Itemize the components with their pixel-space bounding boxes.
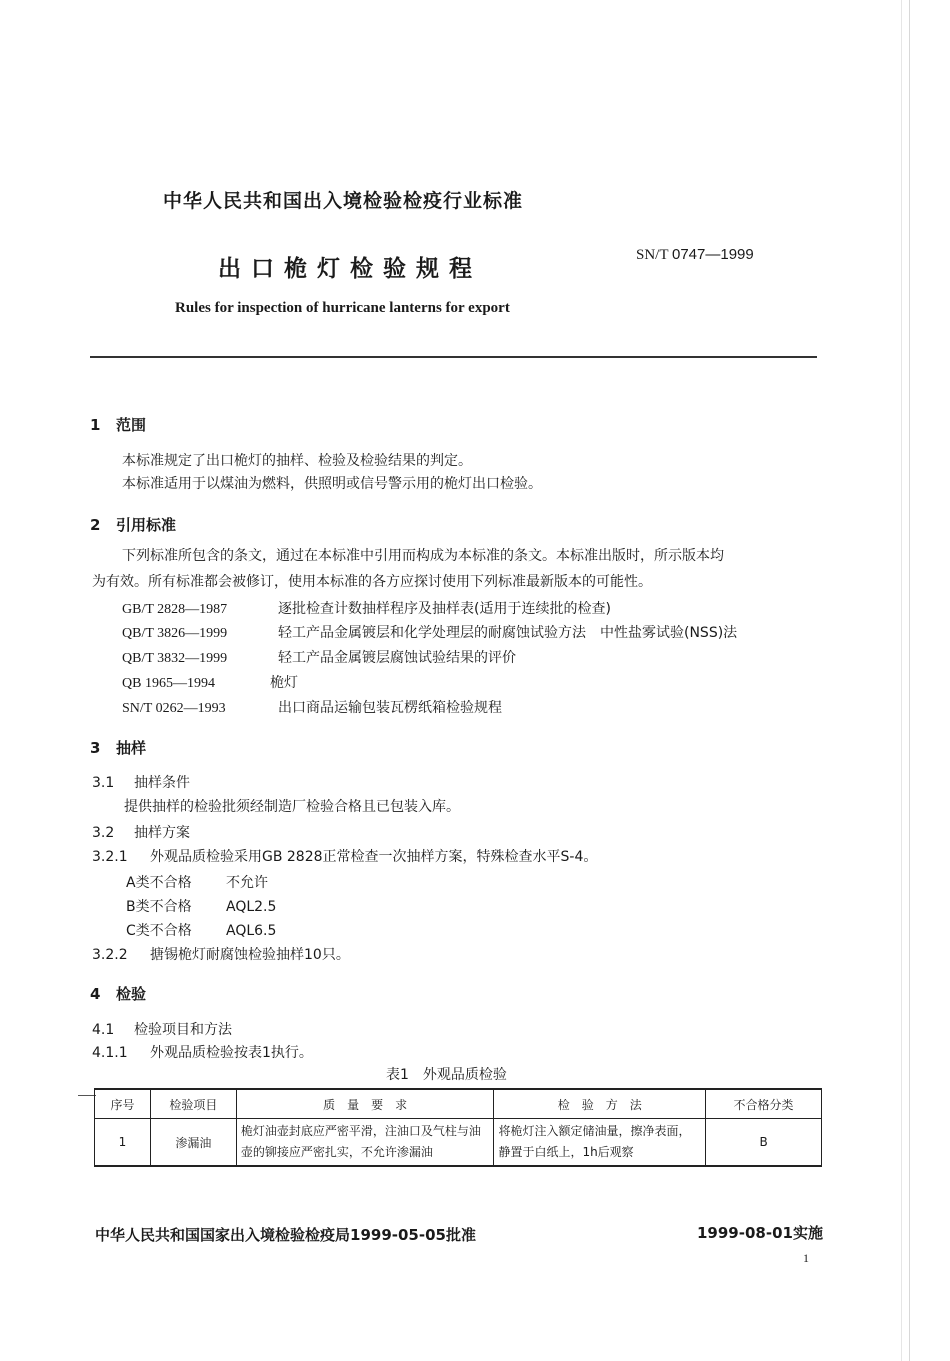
reference-item — [122, 697, 502, 717]
reference-item — [122, 622, 737, 642]
section-2-intro: 下列标准所包含的条文，通过在本标准中引用而构成为本标准的条文。本标准出版时，所示版本均 — [122, 548, 724, 564]
subsection-4-1-heading: 4.1 检验项目和方法 — [92, 1022, 232, 1038]
table-cell-requirement: 桅灯油壶封底应严密平滑，注油口及气柱与油壶的铆接应严密扎实，不允许渗漏油 — [236, 1119, 494, 1167]
reference-code: QB/T 3832—1999 — [122, 651, 228, 666]
reference-item — [122, 647, 516, 667]
reference-item — [122, 598, 611, 618]
table-cell-class: B — [706, 1119, 822, 1167]
subsection-3-2-heading: 3.2 抽样方案 — [92, 825, 190, 841]
english-title: Rules for inspection of hurricane lanterns for export — [175, 300, 510, 316]
class-label: B类不合格 — [126, 899, 192, 915]
subsection-4-1-1: 4.1.1 外观品质检验按表1执行。 — [92, 1045, 313, 1061]
class-value: 不允许 — [226, 875, 268, 891]
industry-standard-heading: 中华人民共和国出入境检验检疫行业标准 — [163, 190, 524, 212]
scan-edge-line — [901, 0, 902, 1361]
document-title: 出口桅灯检验规程 — [218, 256, 482, 282]
reference-code: SN/T 0262—1993 — [122, 701, 226, 716]
subsection-3-2-2: 3.2.2 搪锡桅灯耐腐蚀检验抽样10只。 — [92, 947, 350, 963]
class-value: AQL6.5 — [226, 923, 277, 939]
section-1-paragraph: 本标准适用于以煤油为燃料，供照明或信号警示用的桅灯出口检验。 — [122, 476, 542, 492]
reference-title: 轻工产品金属镀层腐蚀试验结果的评价 — [278, 650, 516, 666]
class-value: AQL2.5 — [226, 899, 277, 915]
table-caption: 表1 外观品质检验 — [386, 1067, 507, 1083]
reference-code: QB 1965—1994 — [122, 676, 215, 691]
section-1-heading: 1 范围 — [90, 416, 147, 434]
class-label: A类不合格 — [126, 875, 192, 891]
subsection-3-1-heading: 3.1 抽样条件 — [92, 775, 190, 791]
table-cell-no: 1 — [95, 1119, 151, 1167]
nonconformity-class-row — [126, 896, 276, 916]
table-header-cell: 检 验 方 法 — [494, 1089, 706, 1119]
reference-title: 出口商品运输包装瓦楞纸箱检验规程 — [278, 700, 502, 716]
table-header-cell: 不合格分类 — [706, 1089, 822, 1119]
table-header-row — [95, 1089, 822, 1119]
table-cell-item: 渗漏油 — [150, 1119, 236, 1167]
reference-title: 逐批检查计数抽样程序及抽样表(适用于连续批的检查) — [278, 601, 611, 617]
table-header-cell: 序号 — [95, 1089, 151, 1119]
nonconformity-class-row — [126, 872, 268, 892]
class-label: C类不合格 — [126, 923, 192, 939]
table-row — [95, 1119, 822, 1167]
nonconformity-class-row — [126, 920, 276, 940]
section-2-intro: 为有效。所有标准都会被修订，使用本标准的各方应探讨使用下列标准最新版本的可能性。 — [92, 574, 652, 590]
table-header-cell: 检验项目 — [150, 1089, 236, 1119]
table-header-cell: 质 量 要 求 — [236, 1089, 494, 1119]
subsection-3-1-text: 提供抽样的检验批须经制造厂检验合格且已包装入库。 — [124, 799, 460, 815]
reference-code: GB/T 2828—1987 — [122, 602, 228, 617]
inspection-table — [94, 1088, 822, 1167]
implementation-date: 1999-08-01实施 — [697, 1224, 823, 1242]
reference-title: 轻工产品金属镀层和化学处理层的耐腐蚀试验方法 中性盐雾试验(NSS)法 — [278, 625, 738, 641]
section-1-paragraph: 本标准规定了出口桅灯的抽样、检验及检验结果的判定。 — [122, 453, 472, 469]
section-3-heading: 3 抽样 — [90, 739, 147, 757]
standard-code — [636, 246, 754, 264]
table-cell-method: 将桅灯注入额定储油量，擦净表面，静置于白纸上，1h后观察 — [494, 1119, 706, 1167]
standard-code-prefix: SN/T — [636, 247, 669, 263]
scan-edge-line — [909, 0, 910, 1361]
page-number: 1 — [803, 1251, 809, 1265]
subsection-3-2-1: 3.2.1 外观品质检验采用GB 2828正常检查一次抽样方案，特殊检查水平S-4。 — [92, 849, 598, 865]
reference-title: 桅灯 — [270, 675, 298, 691]
section-2-heading: 2 引用标准 — [90, 516, 177, 534]
header-divider — [90, 356, 817, 358]
approval-line: 中华人民共和国国家出入境检验检疫局1999-05-05批准 — [95, 1226, 476, 1244]
section-4-heading: 4 检验 — [90, 985, 147, 1003]
reference-code: QB/T 3826—1999 — [122, 626, 228, 641]
reference-item — [122, 672, 298, 692]
standard-code-number: 0747—1999 — [671, 246, 754, 263]
